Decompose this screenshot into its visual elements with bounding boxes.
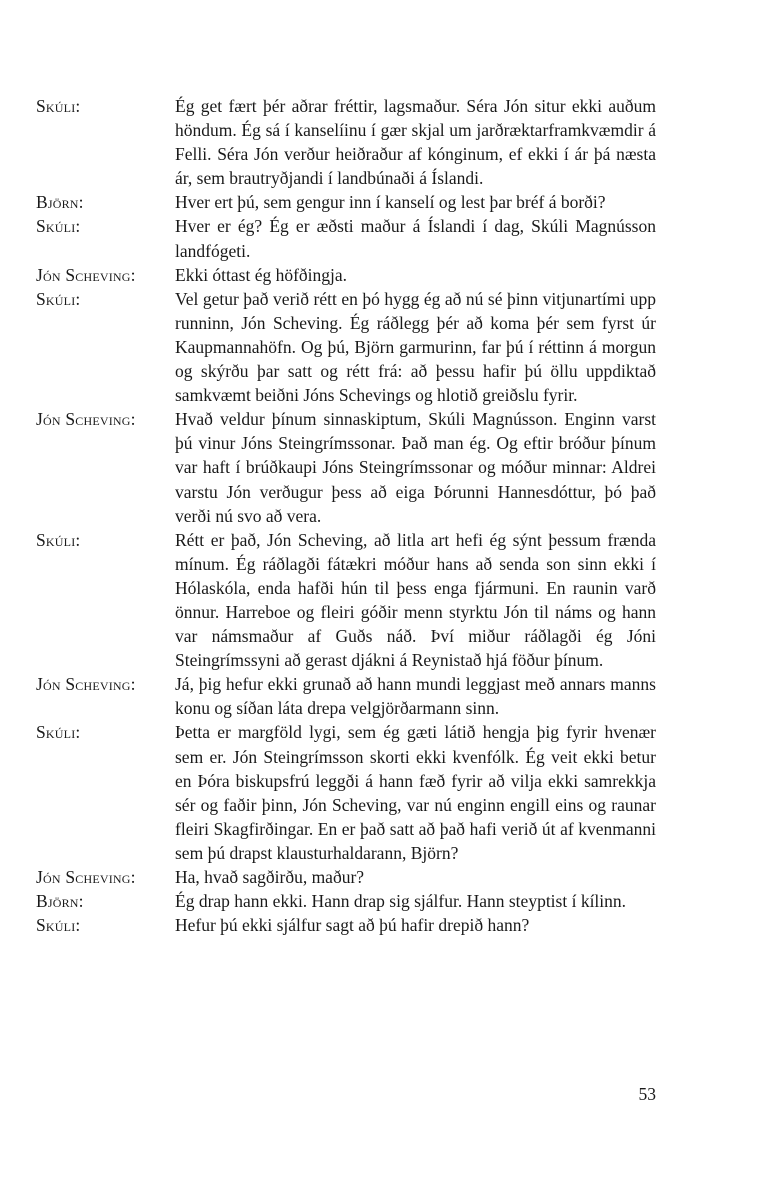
speaker-name: Skúli:: [36, 216, 81, 237]
page-number: 53: [638, 1084, 656, 1104]
dialogue-entry: [36, 889, 656, 913]
speaker-name: Jón Scheving:: [36, 409, 136, 430]
dialogue-text: Ekki óttast ég höfðingja.: [175, 264, 348, 285]
dialogue-text: Þetta er margföld lygi, sem ég gæti látið hengja þig fyrir hvenær sem er. Jón Steingrímsson skorti ekki kvenfólk. Ég veit ekki betur en Þóra biskupsfrú leggði á hann fæð fyrir að vilja ekki samrekkja sér og faðir þinn, Jón Scheving, var nú enginn engill eins og raunar fleiri Skagfirðingar. En er það satt að það hafi verið út af kvenmanni sem þú drapst klausturhaldarann, Björn?: [175, 722, 656, 863]
dialogue-entry: [36, 672, 656, 720]
dialogue-text: Ég get fært þér aðrar fréttir, lagsmaður. Séra Jón situr ekki auðum höndum. Ég sá í kanselíinu í gær skjal um jarðræktarframkvæmdir á Felli. Séra Jón verður heiðraður af kónginum, ef ekki í ár þá næsta ár, sem brautryðjandi í landbúnaði á Íslandi.: [175, 96, 656, 189]
dialogue-text: Já, þig hefur ekki grunað að hann mundi leggjast með annars manns konu og síðan láta drepa velgjörðarmann sinn.: [175, 674, 656, 719]
speaker-name: Skúli:: [36, 722, 81, 743]
play-script-page: [36, 94, 656, 937]
speaker-name: Jón Scheving:: [36, 867, 136, 887]
speaker-name: Jón Scheving:: [36, 674, 136, 695]
speaker-name: Björn:: [36, 192, 84, 213]
dialogue-entry: [36, 865, 656, 889]
dialogue-text: Vel getur það verið rétt en þó hygg ég að nú sé þinn vitjunartími upp runninn, Jón Scheving. Ég ráðlegg þér að koma þér sem fyrst úr Kaupmannahöfn. Og þú, Björn garmurinn, far þú í réttinn á morgun og skýrðu þar satt og rétt frá: að þessu hafir þú öllu uppdiktað samkvæmt beiðni Jóns Schevings og hlotið greiðslu fyrir.: [175, 288, 656, 406]
dialogue-entry: [36, 528, 656, 673]
dialogue-text: Hefur þú ekki sjálfur sagt að þú hafir drepið hann?: [175, 915, 530, 936]
dialogue-text: Hver er ég? Ég er æðsti maður á Íslandi í dag, Skúli Magnússon landfógeti.: [175, 216, 656, 261]
dialogue-entry: [36, 263, 656, 287]
dialogue-text: Ég drap hann ekki. Hann drap sig sjálfur. Hann steyptist í kílinn.: [175, 891, 627, 912]
dialogue-entry: [36, 720, 656, 865]
speaker-name: Skúli:: [36, 96, 81, 116]
dialogue-entry: [36, 214, 656, 262]
speaker-name: Björn:: [36, 891, 84, 912]
dialogue-text: Hver ert þú, sem gengur inn í kanselí og lest þar bréf á borði?: [175, 192, 606, 213]
dialogue-entry: [36, 190, 656, 214]
dialogue-entry: [36, 94, 656, 190]
dialogue-text: Hvað veldur þínum sinnaskiptum, Skúli Magnússon. Enginn varst þú vinur Jóns Steingrímssonar. Það man ég. Og eftir bróður þínum var haft í brúðkaupi Jóns Steingrímssonar og móður minnar: Aldrei varstu Jón verðugur þess að eiga Þórunni Hannesdóttur, þó það verði nú svo að vera.: [175, 409, 656, 526]
speaker-name: Skúli:: [36, 915, 81, 936]
dialogue-text: Ha, hvað sagðirðu, maður?: [175, 867, 365, 887]
dialogue-entry: [36, 287, 656, 407]
speaker-name: Jón Scheving:: [36, 264, 136, 285]
speaker-name: Skúli:: [36, 288, 81, 309]
dialogue-entry: [36, 407, 656, 527]
speaker-name: Skúli:: [36, 529, 81, 550]
dialogue-text: Rétt er það, Jón Scheving, að litla art hefi ég sýnt þessum frænda mínum. Ég ráðlagði fátækri móður hans að senda son sinn ekki í Hólaskóla, enda hafði hún til þess enga fjármuni. En raunin varð önnur. Harreboe og fleiri góðir menn styrktu Jón til náms og hann var námsmaður af Guðs náð. Því miður ráðlagði ég Jóni Steingrímssyni að gerast djákni á Reynistað hjá föður þínum.: [175, 529, 656, 671]
dialogue-entry: [36, 913, 656, 937]
